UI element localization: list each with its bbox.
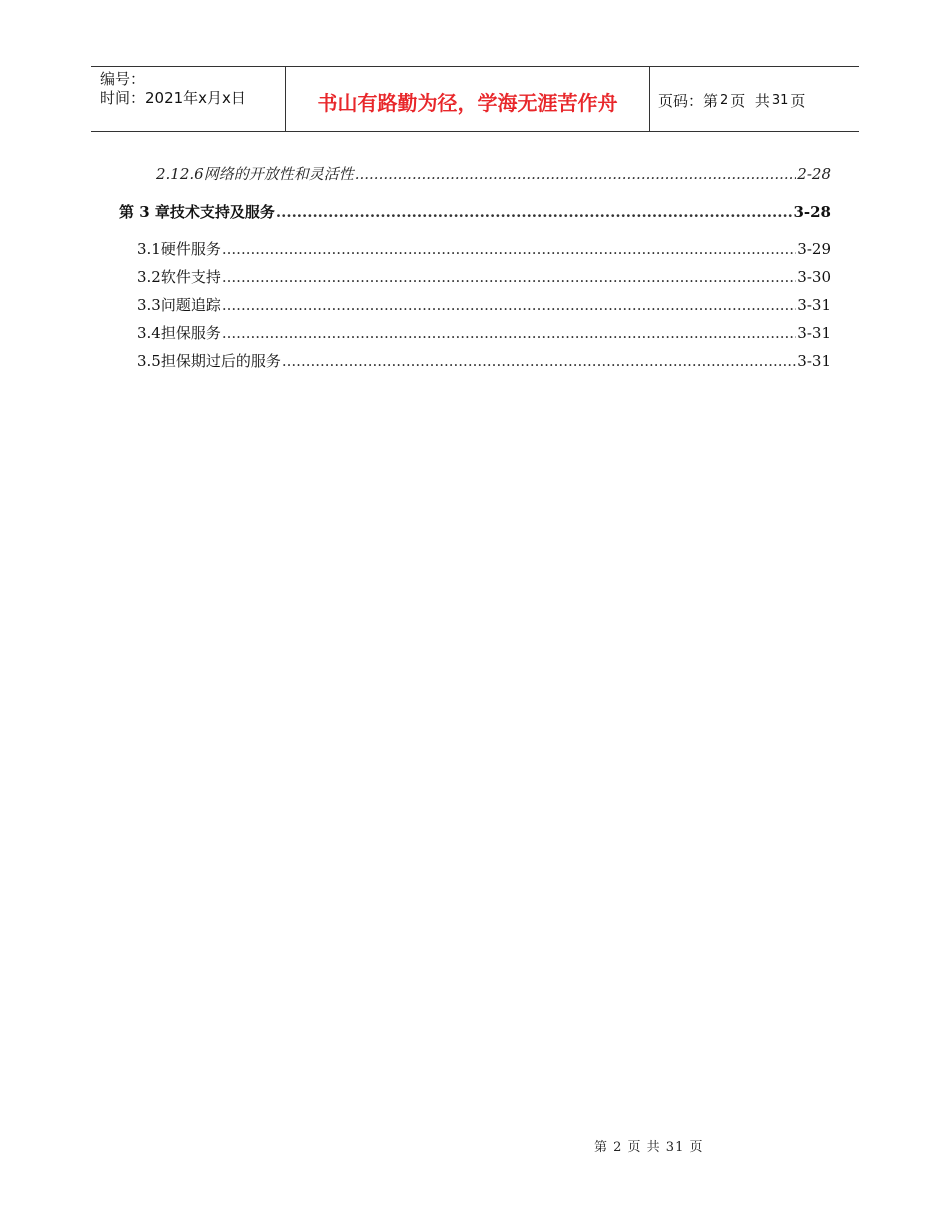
toc-entry-page: 3-31 [797,296,831,314]
time-label: 时间：2021年x月x日 [100,89,246,107]
toc-entry-3-3[interactable] [137,294,831,315]
toc-entry-title: 担保服务 [160,324,221,342]
toc-entry-title: 问题追踪 [160,296,221,314]
page-info-end: 页 [790,92,806,110]
toc-entry-page: 2-28 [797,165,831,183]
toc-entry-3-1[interactable] [137,238,831,259]
toc-entry-page: 3-31 [797,352,831,370]
toc-entry-chapter-3[interactable] [119,201,831,222]
toc-entry-number: 3.2 [137,268,161,286]
header-page-info [650,67,859,131]
page-header [91,66,859,132]
toc-entry-page: 3-31 [797,324,831,342]
header-meta [91,67,286,131]
toc-entry-title: 担保期过后的服务 [160,352,281,370]
toc-dot-leader [276,203,793,221]
toc-entry-number: 第 3 章 [119,203,170,221]
toc-entry-3-2[interactable] [137,266,831,287]
toc-entry-number: 3.3 [137,296,161,314]
header-motto: 书山有路勤为径，学海无涯苦作舟 [286,67,650,131]
toc-entry-3-5[interactable] [137,350,831,371]
toc-entry-page: 3-28 [793,203,831,221]
page-info-label: 页码：第 [658,92,719,110]
page-info-current: 2 [720,93,729,108]
toc-dot-leader [222,268,796,286]
page-info-mid: 页 共 [730,92,770,110]
toc-dot-leader [355,165,797,183]
toc-entry-page: 3-29 [797,240,831,258]
toc-entry-title: 技术支持及服务 [169,203,275,221]
serial-label: 编号： [100,70,146,88]
toc-dot-leader [222,240,796,258]
toc-entry-number: 3.4 [137,324,161,342]
toc-entry-3-4[interactable] [137,322,831,343]
toc-entry-number: 3.5 [137,352,161,370]
toc-dot-leader [222,296,796,314]
toc-dot-leader [282,352,796,370]
toc-entry-title: 软件支持 [160,268,221,286]
page-footer: 第 2 页 共 31 页 [594,1140,704,1155]
toc-entry-number: 3.1 [137,240,161,258]
toc-entry-number: 2.12.6 [156,165,204,183]
toc-dot-leader [222,324,796,342]
toc-entry-2-12-6[interactable] [156,163,831,184]
toc-entry-page: 3-30 [797,268,831,286]
toc-entry-title: 硬件服务 [160,240,221,258]
page-info-total: 31 [771,93,789,108]
toc-entry-title: 网络的开放性和灵活性 [203,165,354,183]
